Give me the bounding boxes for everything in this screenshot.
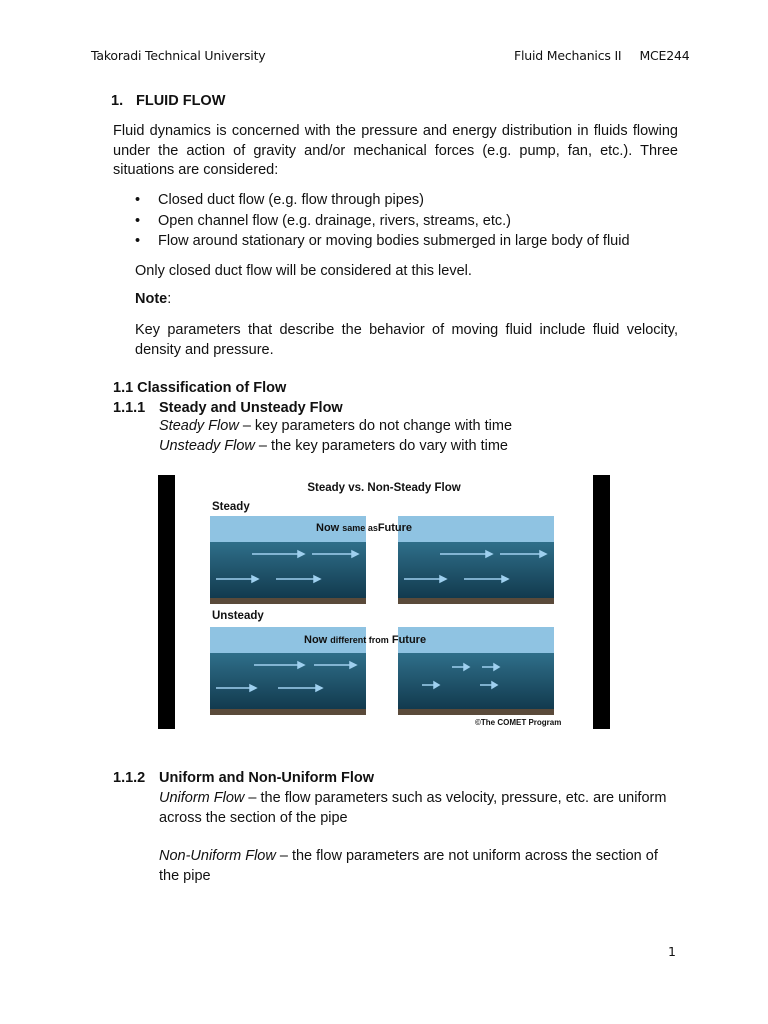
steady-vs-unsteady-figure (158, 475, 610, 729)
nonuniform-flow-term: Non-Uniform Flow (159, 848, 276, 864)
note-colon: : (167, 291, 172, 307)
header-course-info (514, 48, 690, 63)
figure-title: Steady vs. Non-Steady Flow (307, 482, 461, 494)
intro-paragraph: Fluid dynamics is concerned with the pressure and energy distribution in fluids flowing under the action of gravity and/or mechanical forces (e.g. pump, fan, etc.). Three situations are considered: (113, 123, 678, 178)
closed-duct-paragraph: Only closed duct flow will be considered at this level. (135, 263, 472, 279)
banner-future: Future (377, 522, 413, 534)
note-heading (135, 290, 171, 310)
banner-now: Now (304, 634, 328, 646)
banner-comparison: different from (330, 635, 389, 645)
steady-flow-term: Steady Flow (159, 418, 239, 434)
header-code: MCE244 (639, 48, 690, 63)
subsection-title: Uniform and Non-Uniform Flow (159, 770, 375, 786)
steady-unsteady-heading (113, 399, 343, 419)
unsteady-flow-term: Unsteady Flow (159, 438, 255, 454)
uniform-flow-definition (159, 789, 679, 828)
nonuniform-flow-text: – the flow parameters are not uniform across the section of the pipe (159, 848, 658, 884)
steady-flow-text: – key parameters do not change with time (238, 418, 513, 434)
uniform-flow-term: Uniform Flow (159, 790, 245, 806)
nonuniform-flow-definition (159, 847, 679, 886)
figure-credit: ©The COMET Program (475, 718, 562, 727)
subsection-title: Steady and Unsteady Flow (159, 400, 343, 416)
banner-comparison: same as (342, 523, 378, 533)
steady-flow-definition (159, 417, 512, 437)
section-number: 1. (111, 93, 124, 109)
figure-border-left (158, 475, 175, 729)
page-number: 1 (668, 944, 676, 959)
list-item: • Flow around stationary or moving bodies submerged in large body of fluid (135, 232, 630, 253)
note-label: Note (135, 291, 168, 307)
unsteady-flow-text: – the key parameters do vary with time (254, 438, 508, 454)
unsteady-label: Unsteady (212, 610, 264, 622)
list-item: • Open channel flow (e.g. drainage, rivers, streams, etc.) (135, 212, 630, 233)
steady-future-panel (398, 516, 554, 604)
header-course: Fluid Mechanics II (514, 48, 622, 63)
unsteady-flow-definition (159, 437, 508, 457)
steady-banner (316, 522, 412, 534)
uniform-flow-text: – the flow parameters such as velocity, pressure, etc. are uniform across the section of the pipe (159, 790, 667, 826)
section-heading (111, 93, 225, 109)
banner-now: Now (316, 522, 340, 534)
note-paragraph: Key parameters that describe the behavior of moving fluid include fluid velocity, density and pressure. (135, 322, 678, 358)
unsteady-banner (304, 634, 426, 646)
banner-future: Future (391, 634, 427, 646)
flow-situations-list (135, 191, 630, 253)
subsection-number: 1.1.2 (113, 770, 146, 786)
list-item: • Closed duct flow (e.g. flow through pipes) (135, 191, 630, 212)
uniform-nonuniform-heading (113, 769, 374, 789)
section-title: FLUID FLOW (136, 93, 226, 109)
figure-border-right (593, 475, 610, 729)
subsection-number: 1.1.1 (113, 400, 146, 416)
header-university: Takoradi Technical University (91, 48, 266, 63)
classification-heading: 1.1 Classification of Flow (113, 380, 287, 396)
steady-label: Steady (212, 501, 250, 513)
